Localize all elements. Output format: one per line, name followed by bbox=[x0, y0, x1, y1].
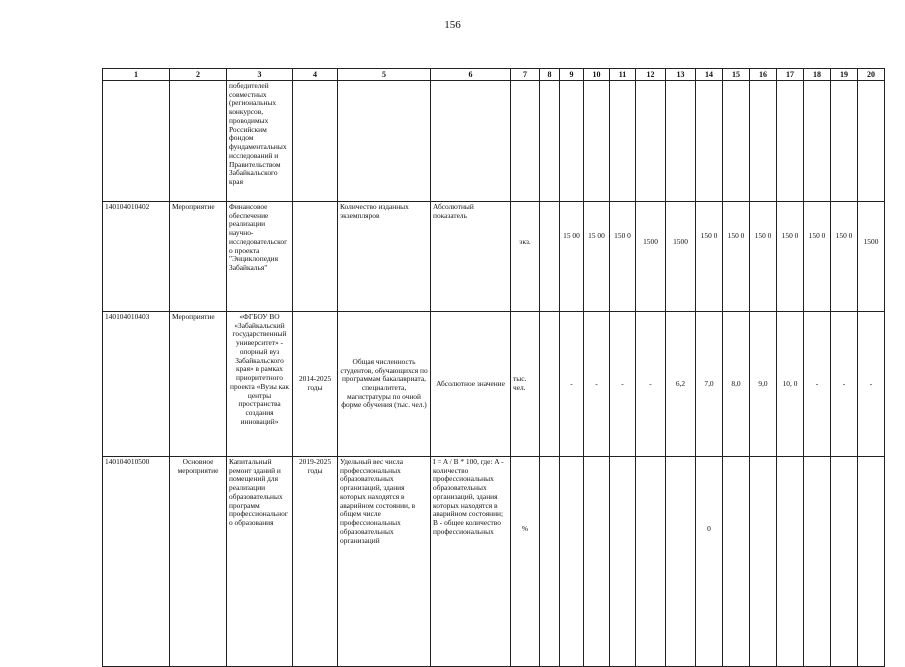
value-cell bbox=[540, 457, 560, 667]
col-header: 7 bbox=[511, 69, 540, 81]
value-cell: 7,0 bbox=[696, 312, 723, 457]
indicator-cell: Количество изданных экземпляров bbox=[338, 202, 431, 312]
value-cell: 150 0 bbox=[777, 202, 804, 312]
type-cell bbox=[170, 81, 227, 202]
value-cell: 9,0 bbox=[750, 312, 777, 457]
col-header: 2 bbox=[170, 69, 227, 81]
value-cell bbox=[584, 81, 610, 202]
col-header: 4 bbox=[293, 69, 338, 81]
code-cell bbox=[103, 81, 170, 202]
period-cell: 2019-2025 годы bbox=[293, 457, 338, 667]
value-cell bbox=[723, 457, 750, 667]
value-cell bbox=[777, 457, 804, 667]
value-cell: 150 0 bbox=[696, 202, 723, 312]
calc-cell: I = A / B * 100, где: A - количество профессиональных образовательных организаций, здания которых находятся в аварийном состоянии; B - общее количество профессиональных bbox=[431, 457, 511, 667]
value-cell: - bbox=[610, 312, 636, 457]
value-cell bbox=[610, 457, 636, 667]
value-cell: - bbox=[560, 312, 584, 457]
name-cell: победителей совместных (региональных конкурсов, проводимых Российским фондом фундаментальных исследований и Правительством Забайкальского края bbox=[227, 81, 293, 202]
value-cell bbox=[777, 81, 804, 202]
calc-cell bbox=[431, 81, 511, 202]
unit-cell: % bbox=[511, 457, 540, 667]
col-header: 6 bbox=[431, 69, 511, 81]
col-header: 14 bbox=[696, 69, 723, 81]
col-header: 9 bbox=[560, 69, 584, 81]
value-cell: 1500 bbox=[636, 202, 666, 312]
value-cell: 6,2 bbox=[666, 312, 696, 457]
col-header: 18 bbox=[804, 69, 831, 81]
col-header: 12 bbox=[636, 69, 666, 81]
value-cell: 15 00 bbox=[584, 202, 610, 312]
period-cell bbox=[293, 81, 338, 202]
value-cell bbox=[666, 457, 696, 667]
indicator-cell: Общая численность студентов, обучающихся по программам бакалавриата, специалитета, магистратуры по очной форме обучения (тыс. чел.) bbox=[338, 312, 431, 457]
type-cell: Мероприятие bbox=[170, 312, 227, 457]
col-header: 19 bbox=[831, 69, 858, 81]
value-cell bbox=[858, 457, 885, 667]
value-cell: 150 0 bbox=[750, 202, 777, 312]
col-header: 15 bbox=[723, 69, 750, 81]
value-cell bbox=[804, 457, 831, 667]
value-cell: 0 bbox=[696, 457, 723, 667]
value-cell: 1500 bbox=[666, 202, 696, 312]
value-cell bbox=[540, 312, 560, 457]
value-cell: - bbox=[584, 312, 610, 457]
value-cell bbox=[831, 457, 858, 667]
code-cell: 140104010500 bbox=[103, 457, 170, 667]
value-cell: 150 0 bbox=[831, 202, 858, 312]
value-cell bbox=[610, 81, 636, 202]
value-cell bbox=[750, 81, 777, 202]
calc-cell: Абсолютный показатель bbox=[431, 202, 511, 312]
code-cell: 140104010402 bbox=[103, 202, 170, 312]
value-cell bbox=[696, 81, 723, 202]
value-cell: 15 00 bbox=[560, 202, 584, 312]
value-cell bbox=[636, 457, 666, 667]
value-cell: - bbox=[831, 312, 858, 457]
value-cell bbox=[584, 457, 610, 667]
period-cell bbox=[293, 202, 338, 312]
col-header: 3 bbox=[227, 69, 293, 81]
header-row bbox=[103, 69, 885, 81]
value-cell: 150 0 bbox=[610, 202, 636, 312]
col-header: 11 bbox=[610, 69, 636, 81]
table-row bbox=[103, 457, 885, 667]
name-cell: Капитальный ремонт зданий и помещений для реализации образовательных программ профессионального образования bbox=[227, 457, 293, 667]
col-header: 10 bbox=[584, 69, 610, 81]
col-header: 5 bbox=[338, 69, 431, 81]
col-header: 16 bbox=[750, 69, 777, 81]
value-cell: 150 0 bbox=[804, 202, 831, 312]
value-cell bbox=[804, 81, 831, 202]
code-cell: 140104010403 bbox=[103, 312, 170, 457]
page-number: 156 bbox=[444, 19, 461, 31]
indicator-cell: Удельный вес числа профессиональных образовательных организаций, здания которых находятся в аварийном состоянии, в общем числе профессиональных образовательных организаций bbox=[338, 457, 431, 667]
col-header: 17 bbox=[777, 69, 804, 81]
indicators-table bbox=[102, 68, 885, 667]
type-cell: Основное мероприятие bbox=[170, 457, 227, 667]
value-cell: 150 0 bbox=[723, 202, 750, 312]
value-cell: - bbox=[636, 312, 666, 457]
value-cell: - bbox=[804, 312, 831, 457]
value-cell bbox=[540, 81, 560, 202]
type-cell: Мероприятие bbox=[170, 202, 227, 312]
unit-cell: тыс. чел. bbox=[511, 312, 540, 457]
col-header: 1 bbox=[103, 69, 170, 81]
unit-cell bbox=[511, 81, 540, 202]
value-cell bbox=[560, 457, 584, 667]
table-row bbox=[103, 202, 885, 312]
value-cell bbox=[723, 81, 750, 202]
value-cell bbox=[858, 81, 885, 202]
value-cell: 1500 bbox=[858, 202, 885, 312]
col-header: 20 bbox=[858, 69, 885, 81]
value-cell bbox=[831, 81, 858, 202]
value-cell bbox=[750, 457, 777, 667]
name-cell: «ФГБОУ ВО «Забайкальский государственный университет» - опорный вуз Забайкальского края» в рамках приоритетного проекта «Вузы как центры пространства создания инноваций» bbox=[227, 312, 293, 457]
value-cell: - bbox=[858, 312, 885, 457]
value-cell: 10, 0 bbox=[777, 312, 804, 457]
period-cell: 2014-2025 годы bbox=[293, 312, 338, 457]
value-cell bbox=[560, 81, 584, 202]
table-row bbox=[103, 81, 885, 202]
value-cell bbox=[666, 81, 696, 202]
unit-cell: экз. bbox=[511, 202, 540, 312]
name-cell: Финансовое обеспечение реализации научно-исследовательского проекта "Энциклопедия Забайкалья" bbox=[227, 202, 293, 312]
table-row bbox=[103, 312, 885, 457]
indicator-cell bbox=[338, 81, 431, 202]
col-header: 8 bbox=[540, 69, 560, 81]
value-cell bbox=[636, 81, 666, 202]
value-cell bbox=[540, 202, 560, 312]
col-header: 13 bbox=[666, 69, 696, 81]
value-cell: 8,0 bbox=[723, 312, 750, 457]
calc-cell: Абсолютное значение bbox=[431, 312, 511, 457]
